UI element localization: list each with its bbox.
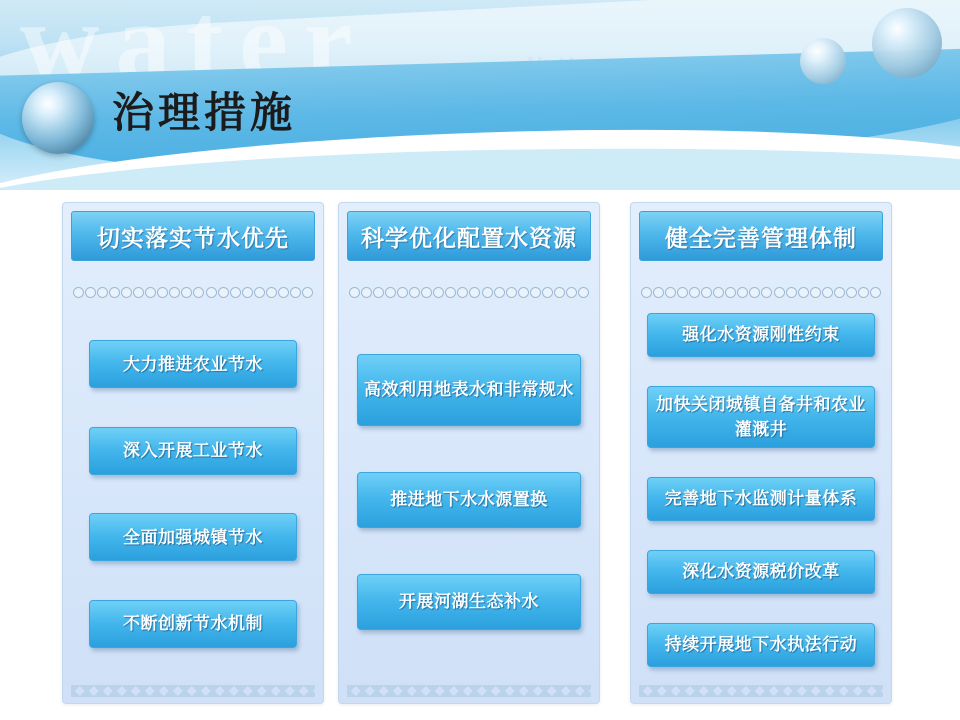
perforation-dot-icon bbox=[737, 287, 748, 298]
perforation-dot-icon bbox=[846, 287, 857, 298]
perforation-dot-icon bbox=[421, 287, 432, 298]
perforation-dot-icon bbox=[409, 287, 420, 298]
perforation-dot-icon bbox=[786, 287, 797, 298]
list-item[interactable]: 深化水资源税价改革 bbox=[647, 550, 875, 594]
perforation-dot-icon bbox=[193, 287, 204, 298]
perforation-dot-icon bbox=[530, 287, 541, 298]
perforation-dot-icon bbox=[798, 287, 809, 298]
perforation-dot-icon bbox=[518, 287, 529, 298]
perforation-dot-icon bbox=[73, 287, 84, 298]
perforation-dot-icon bbox=[725, 287, 736, 298]
perforation-dot-icon bbox=[665, 287, 676, 298]
column-header bbox=[71, 211, 315, 261]
perforation-dot-icon bbox=[145, 287, 156, 298]
decorative-sphere-large-icon bbox=[872, 8, 942, 78]
perforation-dot-icon bbox=[457, 287, 468, 298]
torn-edge-decoration bbox=[639, 685, 883, 697]
perforation-row bbox=[641, 285, 881, 299]
list-item[interactable]: 完善地下水监测计量体系 bbox=[647, 477, 875, 521]
perforation-dot-icon bbox=[749, 287, 760, 298]
perforation-dot-icon bbox=[761, 287, 772, 298]
perforation-dot-icon bbox=[181, 287, 192, 298]
perforation-dot-icon bbox=[433, 287, 444, 298]
column-water-allocation bbox=[338, 202, 600, 704]
column-header-label: 切实落实节水优先 bbox=[97, 224, 289, 251]
perforation-dot-icon bbox=[858, 287, 869, 298]
perforation-dot-icon bbox=[641, 287, 652, 298]
perforation-dot-icon bbox=[121, 287, 132, 298]
list-item[interactable]: 推进地下水水源置换 bbox=[357, 472, 581, 528]
perforation-dot-icon bbox=[554, 287, 565, 298]
slide-header-banner bbox=[0, 0, 960, 190]
column-items bbox=[351, 307, 587, 677]
perforation-dot-icon bbox=[361, 287, 372, 298]
column-header-label: 科学优化配置水资源 bbox=[361, 224, 577, 251]
perforation-dot-icon bbox=[834, 287, 845, 298]
perforation-dot-icon bbox=[701, 287, 712, 298]
perforation-dot-icon bbox=[506, 287, 517, 298]
list-item[interactable]: 全面加强城镇节水 bbox=[89, 513, 297, 561]
perforation-dot-icon bbox=[169, 287, 180, 298]
list-item[interactable]: 加快关闭城镇自备井和农业灌溉井 bbox=[647, 386, 875, 448]
perforation-dot-icon bbox=[689, 287, 700, 298]
column-management-system bbox=[630, 202, 892, 704]
column-items bbox=[75, 307, 311, 677]
perforation-row bbox=[349, 285, 589, 299]
perforation-dot-icon bbox=[870, 287, 881, 298]
perforation-dot-icon bbox=[397, 287, 408, 298]
torn-edge-decoration bbox=[347, 685, 591, 697]
list-item[interactable]: 持续开展地下水执法行动 bbox=[647, 623, 875, 667]
list-item[interactable]: 不断创新节水机制 bbox=[89, 600, 297, 648]
perforation-dot-icon bbox=[349, 287, 360, 298]
perforation-dot-icon bbox=[242, 287, 253, 298]
perforation-dot-icon bbox=[85, 287, 96, 298]
perforation-dot-icon bbox=[278, 287, 289, 298]
perforation-dot-icon bbox=[810, 287, 821, 298]
perforation-dot-icon bbox=[206, 287, 217, 298]
perforation-dot-icon bbox=[133, 287, 144, 298]
perforation-dot-icon bbox=[373, 287, 384, 298]
content-columns bbox=[0, 196, 960, 706]
perforation-dot-icon bbox=[290, 287, 301, 298]
list-item[interactable]: 高效利用地表水和非常规水 bbox=[357, 354, 581, 426]
perforation-dot-icon bbox=[774, 287, 785, 298]
perforation-dot-icon bbox=[566, 287, 577, 298]
column-header bbox=[347, 211, 591, 261]
perforation-dot-icon bbox=[254, 287, 265, 298]
perforation-dot-icon bbox=[230, 287, 241, 298]
perforation-dot-icon bbox=[157, 287, 168, 298]
perforation-dot-icon bbox=[482, 287, 493, 298]
perforation-dot-icon bbox=[302, 287, 313, 298]
perforation-dot-icon bbox=[677, 287, 688, 298]
perforation-dot-icon bbox=[218, 287, 229, 298]
perforation-dot-icon bbox=[578, 287, 589, 298]
list-item[interactable]: 深入开展工业节水 bbox=[89, 427, 297, 475]
perforation-dot-icon bbox=[469, 287, 480, 298]
column-header-label: 健全完善管理体制 bbox=[665, 224, 857, 251]
page-title: 治理措施 bbox=[112, 89, 297, 136]
perforation-dot-icon bbox=[494, 287, 505, 298]
list-item[interactable]: 开展河湖生态补水 bbox=[357, 574, 581, 630]
perforation-dot-icon bbox=[542, 287, 553, 298]
column-items bbox=[643, 307, 879, 677]
column-header bbox=[639, 211, 883, 261]
title-bullet-sphere-icon bbox=[22, 82, 94, 154]
torn-edge-decoration bbox=[71, 685, 315, 697]
perforation-dot-icon bbox=[385, 287, 396, 298]
perforation-row bbox=[73, 285, 313, 299]
list-item[interactable]: 强化水资源刚性约束 bbox=[647, 313, 875, 357]
perforation-dot-icon bbox=[445, 287, 456, 298]
perforation-dot-icon bbox=[266, 287, 277, 298]
perforation-dot-icon bbox=[653, 287, 664, 298]
perforation-dot-icon bbox=[97, 287, 108, 298]
column-water-saving-priority bbox=[62, 202, 324, 704]
perforation-dot-icon bbox=[109, 287, 120, 298]
perforation-dot-icon bbox=[713, 287, 724, 298]
list-item[interactable]: 大力推进农业节水 bbox=[89, 340, 297, 388]
perforation-dot-icon bbox=[822, 287, 833, 298]
decorative-sphere-small-icon bbox=[800, 38, 846, 84]
